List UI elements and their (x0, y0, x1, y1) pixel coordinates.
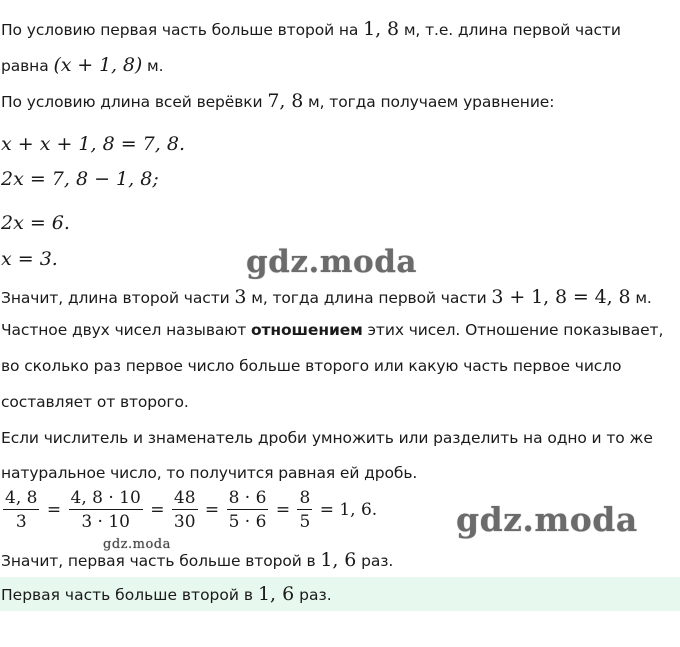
text-line-2 (1, 54, 163, 76)
text-segment: м. (630, 289, 652, 307)
equation-line-3: 2x = 6. (1, 212, 70, 234)
math-value: 3 (234, 286, 247, 308)
bold-term: отношением (250, 321, 363, 339)
text-line-1 (1, 18, 621, 40)
text-line-15 (1, 549, 393, 571)
numerator: 48 (173, 488, 196, 508)
watermark-logo: gdz.moda (246, 244, 417, 280)
equation-line-4: x = 3. (1, 248, 58, 270)
equals-sign: = (150, 500, 165, 520)
math-value: 1, 6 (320, 549, 357, 571)
numerator: 4, 8 (5, 488, 38, 508)
fraction (227, 487, 269, 534)
denominator: 3 · 10 (81, 512, 130, 532)
text-segment: равна (1, 57, 54, 75)
text-segment: м, т.е. длина первой части (399, 21, 621, 39)
fraction (172, 487, 198, 534)
text-segment: м, тогда получаем уравнение: (303, 93, 555, 111)
equals-sign: = (204, 500, 220, 520)
watermark-logo-small: gdz.moda (103, 537, 171, 552)
text-line-11: составляет от второго. (1, 393, 189, 411)
text-segment: По условию длина всей верёвки (1, 93, 268, 111)
denominator: 30 (173, 512, 196, 532)
text-segment: раз. (356, 552, 394, 570)
text-segment: Значит, длина второй части (1, 289, 235, 307)
math-value: 1, 6 (257, 583, 295, 605)
fraction-equation (1, 487, 377, 534)
math-value: 7, 8 (267, 90, 304, 112)
text-segment: м. (142, 57, 164, 75)
text-segment: этих чисел. Отношение показывает, (362, 321, 664, 339)
text-line-12: Если числитель и знаменатель дроби умножить или разделить на одно и то же (1, 429, 653, 447)
denominator: 3 (15, 512, 27, 532)
result: = 1, 6. (319, 500, 378, 520)
text-line-8 (1, 286, 652, 308)
text-line-3 (1, 90, 554, 112)
math-value: 1, 8 (363, 18, 400, 40)
numerator: 4, 8 · 10 (70, 488, 141, 508)
text-segment: раз. (294, 586, 332, 604)
numerator: 8 (299, 488, 311, 508)
text-line-10: во сколько раз первое число больше второго или какую часть первое число (1, 357, 622, 375)
fraction (3, 487, 39, 534)
numerator: 8 · 6 (228, 488, 267, 508)
fraction (297, 487, 312, 534)
text-segment: По условию первая часть больше второй на (1, 21, 364, 39)
text-segment: м, тогда длина первой части (246, 289, 492, 307)
equation-line-2: 2x = 7, 8 − 1, 8; (1, 168, 159, 190)
math-expression: 3 + 1, 8 = 4, 8 (491, 286, 631, 308)
text-line-13: натуральное число, то получится равная ей дробь. (1, 464, 418, 482)
watermark-logo: gdz.moda (456, 500, 638, 539)
text-segment: Значит, первая часть больше второй в (1, 552, 321, 570)
answer-text (1, 583, 332, 605)
answer-box (0, 577, 680, 611)
equals-sign: = (46, 500, 62, 520)
text-segment: Первая часть больше второй в (1, 586, 258, 604)
text-segment: Частное двух чисел называют (1, 321, 251, 339)
equals-sign: = (275, 500, 291, 520)
fraction (69, 487, 143, 534)
equation-line-1: x + x + 1, 8 = 7, 8. (1, 133, 185, 155)
math-expression: (x + 1, 8) (53, 54, 143, 76)
denominator: 5 (299, 512, 311, 532)
denominator: 5 · 6 (228, 512, 267, 532)
text-line-9 (1, 321, 663, 339)
